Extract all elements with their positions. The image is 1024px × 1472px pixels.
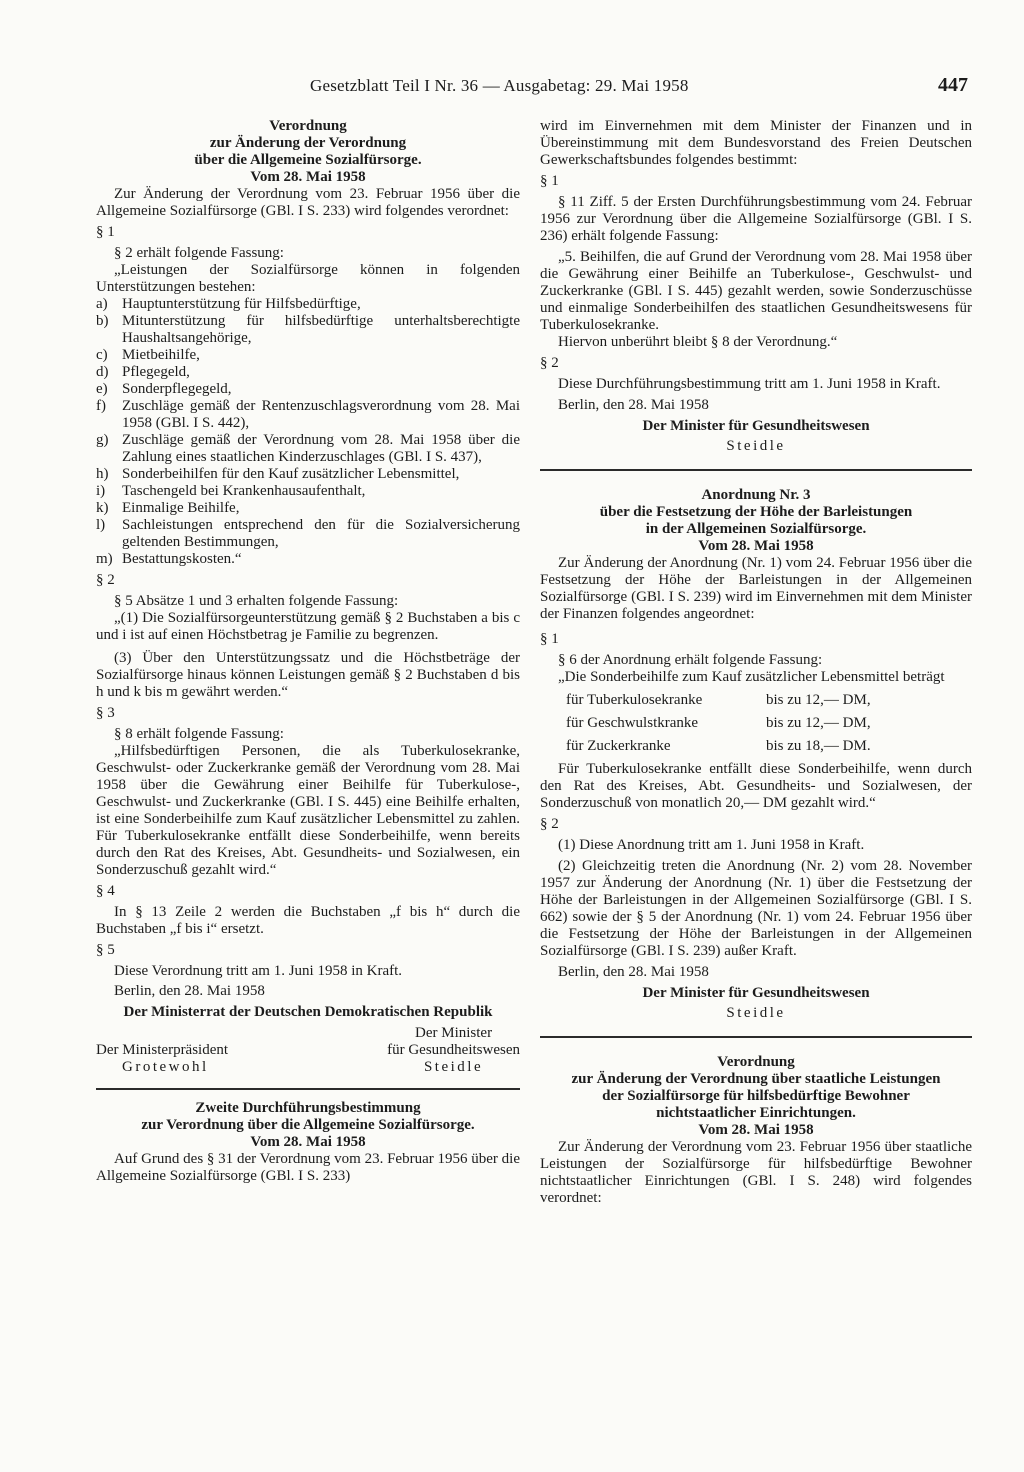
- intro-paragraph: Zur Änderung der Verordnung vom 23. Februar 1956 über die Allgemeine Sozialfürsorge (GBl. I S. 233) wird folgendes verordnet:: [96, 186, 520, 219]
- signer-name: Steidle: [423, 1059, 484, 1075]
- list-item: h) Sonderbeihilfen für den Kauf zusätzlicher Lebensmittel,: [96, 466, 460, 482]
- table-cell-label: für Zuckerkranke: [566, 738, 671, 754]
- implementing-provision-section: [96, 1100, 520, 1185]
- text-paragraph: (3) Über den Unterstützungssatz und die Höchstbeträge der Sozialfürsorge hinaus können Leistungen gemäß § 2 Buchstaben d bis h und k bis m gewährt werden.“: [96, 650, 520, 700]
- signer-name: Steidle: [726, 1005, 786, 1021]
- place-date: Berlin, den 28. Mai 1958: [114, 983, 265, 999]
- signer-name: Steidle: [726, 438, 786, 454]
- text-paragraph: Für Tuberkulosekranke entfällt diese Sonderbeihilfe, wenn durch den Rat des Kreises, Abt. Gesundheits- und Sozialwesen, der Sonderzuschuß von monatlich 20,— DM gezahlt wird.“: [540, 761, 972, 811]
- signer-title: Der Minister: [415, 1025, 493, 1041]
- intro-paragraph: Zur Änderung der Anordnung (Nr. 1) vom 24. Februar 1956 über die Festsetzung der Höhe der Barleistungen in der Allgemeinen Sozialfürsorge (GBl. I S. 239) wird im Einvernehmen mit dem Minister der Finanzen folgendes angeordnet:: [540, 555, 972, 622]
- list-item: i) Taschengeld bei Krankenhausaufenthalt,: [96, 483, 366, 499]
- paragraph-heading: § 2: [540, 816, 559, 832]
- paragraph-heading: § 1: [540, 173, 559, 189]
- section-subtitle: zur Änderung der Verordnung über staatliche Leistungen: [571, 1071, 941, 1087]
- section-title: Zweite Durchführungsbestimmung: [195, 1100, 421, 1116]
- text-paragraph: § 11 Ziff. 5 der Ersten Durchführungsbestimmung vom 24. Februar 1956 zur Verordnung über die Allgemeine Sozialfürsorge (GBl. I S. 236) erhält folgende Fassung:: [540, 194, 972, 244]
- signature-right: [387, 1025, 520, 1076]
- list-item: g) Zuschläge gemäß der Verordnung vom 28. Mai 1958 über die Zahlung eines staatlichen Kinderzuschlages (GBl. I S. 437),: [96, 432, 520, 465]
- text-paragraph: wird im Einvernehmen mit dem Minister der Finanzen und in Übereinstimmung mit dem Bundesvorstand des Freien Deutschen Gewerkschaftsbundes folgendes bestimmt:: [540, 118, 972, 168]
- list-item: c) Mietbeihilfe,: [96, 347, 200, 363]
- implementing-provision-continued: [540, 118, 972, 455]
- table-cell-label: für Geschwulstkranke: [566, 715, 699, 731]
- section-subtitle: über die Festsetzung der Höhe der Barleistungen: [599, 504, 913, 520]
- signer-title: für Gesundheitswesen: [387, 1042, 520, 1058]
- text-line: (1) Diese Anordnung tritt am 1. Juni 1958 in Kraft.: [558, 837, 865, 853]
- paragraph-heading: § 4: [96, 883, 115, 899]
- list-item: m) Bestattungskosten.“: [96, 551, 242, 567]
- section-divider: [96, 1088, 520, 1090]
- section-subtitle: zur Änderung der Verordnung: [209, 135, 407, 151]
- paragraph-heading: § 2: [96, 572, 115, 588]
- section-title: Anordnung Nr. 3: [701, 487, 811, 503]
- text-paragraph: „Die Sonderbeihilfe zum Kauf zusätzlicher Lebensmittel beträgt: [558, 669, 945, 685]
- section-subtitle: der Sozialfürsorge für hilfsbedürftige Bewohner: [602, 1088, 910, 1104]
- list-item: l) Sachleistungen entsprechend den für die Sozialversicherung geltenden Bestimmungen,: [96, 517, 520, 550]
- section-date: Vom 28. Mai 1958: [250, 1134, 366, 1150]
- text-paragraph: „5. Beihilfen, die auf Grund der Verordnung vom 28. Mai 1958 über die Gewährung einer Beihilfe an Tuberkulose-, Geschwulst- und Zuckerkranke (GBl. I S. 445) gezahlt werden, sowie Sonderzuschüsse und einmalige Sonderbeihilfen des staatlichen Gesundheitswesens für Tuberkulosekranke.: [540, 249, 972, 333]
- section-divider: [540, 469, 972, 471]
- table-cell-value: bis zu 12,— DM,: [766, 715, 871, 731]
- section-date: Vom 28. Mai 1958: [698, 1122, 814, 1138]
- amounts-table: [566, 692, 972, 755]
- table-cell-value: bis zu 18,— DM.: [766, 738, 871, 754]
- order-section: [540, 487, 972, 1022]
- text-paragraph: Diese Durchführungsbestimmung tritt am 1. Juni 1958 in Kraft.: [558, 376, 941, 392]
- text-line: Hiervon unberührt bleibt § 8 der Verordnung.“: [558, 334, 838, 350]
- list-item: a) Hauptunterstützung für Hilfsbedürftige,: [96, 296, 361, 312]
- intro-paragraph: Auf Grund des § 31 der Verordnung vom 23. Februar 1956 über die Allgemeine Sozialfürsorge (GBl. I S. 233): [96, 1151, 520, 1184]
- paragraph-heading: § 5: [96, 942, 115, 958]
- section-subtitle: zur Verordnung über die Allgemeine Sozialfürsorge.: [141, 1117, 475, 1133]
- list-item: e) Sonderpflegegeld,: [96, 381, 232, 397]
- section-title: Verordnung: [717, 1054, 795, 1070]
- issuer: Der Minister für Gesundheitswesen: [642, 418, 870, 434]
- paragraph-heading: § 2: [540, 355, 559, 371]
- issuer: Der Ministerrat der Deutschen Demokratischen Republik: [123, 1004, 493, 1020]
- text-line: § 5 Absätze 1 und 3 erhalten folgende Fassung:: [114, 593, 399, 609]
- text-paragraph: „Leistungen der Sozialfürsorge können in folgenden Unterstützungen bestehen:: [96, 262, 520, 295]
- table-cell-label: für Tuberkulosekranke: [566, 692, 703, 708]
- right-column: [540, 118, 972, 1207]
- section-title: Verordnung: [269, 118, 347, 134]
- issuer: Der Minister für Gesundheitswesen: [642, 985, 870, 1001]
- text-paragraph: In § 13 Zeile 2 werden die Buchstaben „f bis h“ durch die Buchstaben „f bis i“ ersetzt.: [96, 904, 520, 937]
- regulation-section-2: [540, 1054, 972, 1207]
- section-subtitle: über die Allgemeine Sozialfürsorge.: [194, 152, 422, 168]
- table-cell-value: bis zu 12,— DM,: [766, 692, 871, 708]
- section-date: Vom 28. Mai 1958: [698, 538, 814, 554]
- page-header: [0, 0, 1024, 100]
- regulation-section: [96, 118, 520, 1076]
- header-title: Gesetzblatt Teil I Nr. 36 — Ausgabetag: 29. Mai 1958: [310, 76, 689, 95]
- section-subtitle: nichtstaatlicher Einrichtungen.: [656, 1105, 856, 1121]
- text-paragraph: (2) Gleichzeitig treten die Anordnung (Nr. 2) vom 28. November 1957 zur Änderung der Anordnung (Nr. 1) über die Festsetzung der Höhe der Barleistungen in der Allgemeinen Sozialfürsorge (GBl. I S. 662) sowie der § 5 der Anordnung (Nr. 1) vom 24. Februar 1956 über die Festsetzung der Höhe der Barleistungen in der Allgemeinen Sozialfürsorge (GBl. I S. 239) außer Kraft.: [540, 858, 972, 959]
- section-subtitle: in der Allgemeinen Sozialfürsorge.: [645, 521, 867, 537]
- list-item: b) Mitunterstützung für hilfsbedürftige unterhaltsberechtigte Haushaltsangehörige,: [96, 313, 520, 346]
- text-line: Diese Verordnung tritt am 1. Juni 1958 in Kraft.: [114, 963, 403, 979]
- text-paragraph: „(1) Die Sozialfürsorgeunterstützung gemäß § 2 Buchstaben a bis c und i ist auf einen Höchstbetrag je Familie zu begrenzen.: [96, 610, 520, 643]
- place-date: Berlin, den 28. Mai 1958: [558, 964, 709, 980]
- left-column: [96, 118, 520, 1185]
- list-item: k) Einmalige Beihilfe,: [96, 500, 240, 516]
- text-line: § 8 erhält folgende Fassung:: [114, 726, 284, 742]
- intro-paragraph: Zur Änderung der Verordnung vom 23. Februar 1956 über staatliche Leistungen der Sozialfürsorge für hilfsbedürftige Bewohner nichtstaatlicher Einrichtungen (GBl. I S. 248) wird folgendes verordnet:: [540, 1139, 972, 1206]
- section-divider: [540, 1036, 972, 1038]
- list-item: f) Zuschläge gemäß der Rentenzuschlagsverordnung vom 28. Mai 1958 (GBl. I S. 442),: [96, 398, 520, 431]
- page-number: 447: [938, 74, 968, 96]
- list-item: d) Pflegegeld,: [96, 364, 190, 380]
- paragraph-heading: § 1: [96, 224, 115, 240]
- signer-title: Der Ministerpräsident: [96, 1042, 229, 1058]
- text-line: § 6 der Anordnung erhält folgende Fassung:: [558, 652, 823, 668]
- text-line: § 2 erhält folgende Fassung:: [114, 245, 284, 261]
- section-date: Vom 28. Mai 1958: [250, 169, 366, 185]
- paragraph-heading: § 3: [96, 705, 115, 721]
- signatures: [96, 1025, 520, 1076]
- place-date: Berlin, den 28. Mai 1958: [558, 397, 709, 413]
- signer-name: Grotewohl: [122, 1059, 209, 1075]
- benefits-list: [96, 296, 520, 568]
- paragraph-heading: § 1: [540, 631, 559, 647]
- text-paragraph: „Hilfsbedürftigen Personen, die als Tuberkulosekranke, Geschwulst- oder Zuckerkranke gemäß der Verordnung vom 28. Mai 1958 über die Gewährung einer Beihilfe für Tuberkulose-, Geschwulst- und Zuckerkranke (GBl. I S. 445) eine Beihilfe erhalten, ist eine Sonderbeihilfe zum Kauf zusätzlicher Lebensmittel zu zahlen. Für Tuberkulosekranke entfällt diese Sonderbeihilfe, wenn bereits durch den Rat des Kreises, Abt. Gesundheits- und Sozialwesen, ein Sonderzuschuß gezahlt wird.“: [96, 743, 520, 878]
- signature-left: [96, 1025, 228, 1076]
